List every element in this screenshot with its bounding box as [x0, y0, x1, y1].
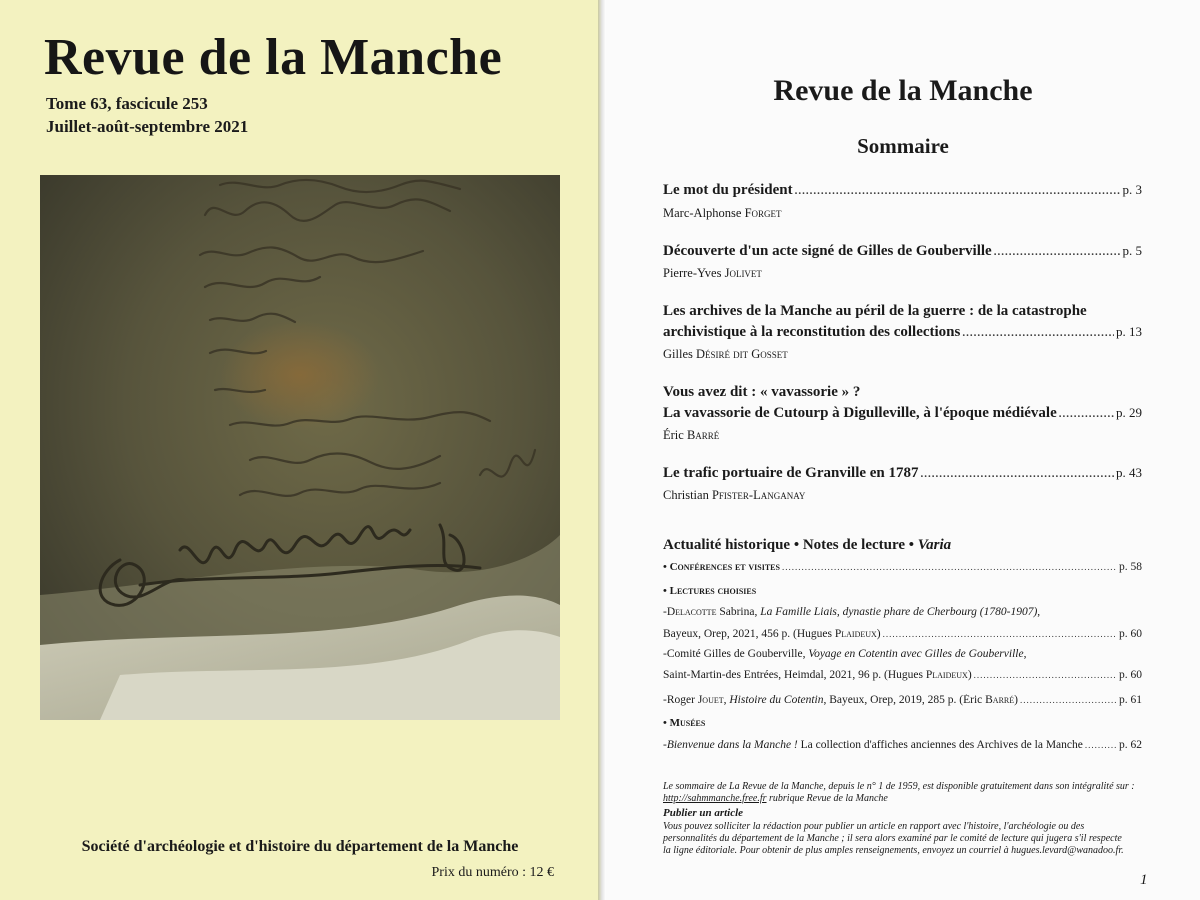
toc-entry-granville	[663, 465, 1142, 482]
dot-leader	[962, 327, 1114, 339]
item-page: p. 58	[1119, 561, 1142, 573]
article-page: p. 43	[1116, 465, 1142, 480]
dot-leader	[1085, 740, 1117, 750]
dot-leader	[1020, 695, 1117, 705]
publish-text-line2: personnalités du département de la Manche ; il sera alors examiné par le comité de lecture qui jugera s'il respecte	[663, 833, 1122, 844]
cover-volume: Tome 63, fascicule 253	[46, 94, 208, 113]
lecture-1-line1: -Delacotte Sabrina, La Famille Liais, dynastie phare de Cherbourg (1780-1907),	[663, 606, 1041, 618]
item-page: p. 60	[1119, 628, 1142, 640]
cover-date: Juillet-août-septembre 2021	[46, 117, 249, 136]
toc-entry-gouberville	[663, 243, 1142, 260]
page-number: 1	[1140, 872, 1148, 888]
lectures-label: • Lectures choisies	[663, 585, 757, 597]
article-title: Le mot du président	[663, 182, 793, 198]
article-page: p. 5	[1122, 243, 1142, 258]
musee-1: -Bienvenue dans la Manche ! La collection d'affiches anciennes des Archives de la Manche ..... p. 62	[663, 739, 1142, 751]
book-spine-gutter	[598, 0, 606, 900]
dot-leader	[921, 468, 1114, 480]
sommaire-heading: Sommaire	[857, 134, 949, 158]
dot-leader	[795, 185, 1121, 197]
publish-text-line1: Vous pouvez solliciter la rédaction pour publier un article en rapport avec l'histoire, l'archéologie ou des	[663, 821, 1085, 832]
article-page: p. 3	[1122, 182, 1142, 197]
cover-price: Prix du numéro : 12 €	[431, 865, 554, 880]
article-page: p. 13	[1116, 324, 1142, 339]
item-page: p. 60	[1119, 669, 1142, 681]
item-page: p. 62	[1119, 739, 1142, 751]
page-title: Revue de la Manche	[773, 74, 1033, 107]
cover-society: Société d'archéologie et d'histoire du département de la Manche	[81, 838, 519, 855]
article-author: Christian Pfister-Langanay	[663, 488, 806, 502]
article-title-line1: Vous avez dit : « vavassorie » ?	[663, 384, 861, 400]
footer-note-line2: http://sahmmanche.free.fr rubrique Revue de la Manche	[663, 793, 888, 804]
lecture-1-line2: Bayeux, Orep, 2021, 456 p. (Hugues Plaideux) ..... p. 60	[663, 628, 1142, 640]
article-author: Gilles Désiré dit Gosset	[663, 347, 788, 361]
dot-leader	[994, 246, 1121, 258]
cover-title: Revue de la Manche	[44, 29, 503, 86]
dot-leader	[974, 670, 1117, 680]
article-author: Marc-Alphonse Forget	[663, 206, 782, 220]
toc-entry-president	[663, 182, 1142, 199]
dot-leader	[883, 629, 1117, 639]
publish-heading: Publier un article	[663, 807, 744, 819]
lecture-2-line1: -Comité Gilles de Gouberville, Voyage en Cotentin avec Gilles de Gouberville,	[663, 648, 1027, 660]
sommaire-link[interactable]: http://sahmmanche.free.fr	[663, 793, 767, 804]
section-heading: Actualité historique • Notes de lecture • Varia	[663, 537, 952, 553]
toc-entry-conferences	[663, 561, 1142, 573]
parchment-image	[40, 175, 560, 720]
manuscript-signature-photo	[40, 175, 560, 720]
contents-page	[606, 0, 1200, 900]
publish-text-line3: la ligne éditoriale. Pour obtenir de plus amples renseignements, envoyez un courriel à hugues.levard@wanadoo.fr.	[663, 845, 1124, 856]
dot-leader	[782, 562, 1117, 572]
article-title: Découverte d'un acte signé de Gilles de Gouberville	[663, 243, 992, 259]
conferences-label: • Conférences et visites	[663, 561, 780, 573]
toc-entry-archives	[663, 324, 1142, 341]
article-author: Pierre-Yves Jolivet	[663, 266, 762, 280]
article-title-line2: La vavassorie de Cutourp à Digulleville, à l'époque médiévale	[663, 405, 1057, 421]
lecture-2-line2: Saint-Martin-des Entrées, Heimdal, 2021, 96 p. (Hugues Plaideux) ..... p. 60	[663, 669, 1142, 681]
footer-note-line1: Le sommaire de La Revue de la Manche, depuis le n° 1 de 1959, est disponible gratuitement dans son intégralité sur :	[663, 781, 1135, 792]
article-title-line2: archivistique à la reconstitution des collections	[663, 324, 961, 340]
musees-label: • Musées	[663, 717, 706, 729]
article-page: p. 29	[1116, 405, 1142, 420]
article-title: Le trafic portuaire de Granville en 1787	[663, 465, 919, 481]
article-title-line1: Les archives de la Manche au péril de la guerre : de la catastrophe	[663, 303, 1087, 319]
article-author: Éric Barré	[663, 428, 720, 442]
lecture-3: -Roger Jouet, Histoire du Cotentin, Bayeux, Orep, 2019, 285 p. (Éric Barré) ..... p. 61	[663, 694, 1142, 706]
dot-leader	[1059, 408, 1114, 420]
toc-entry-vavassorie	[663, 405, 1142, 422]
item-page: p. 61	[1119, 694, 1142, 706]
